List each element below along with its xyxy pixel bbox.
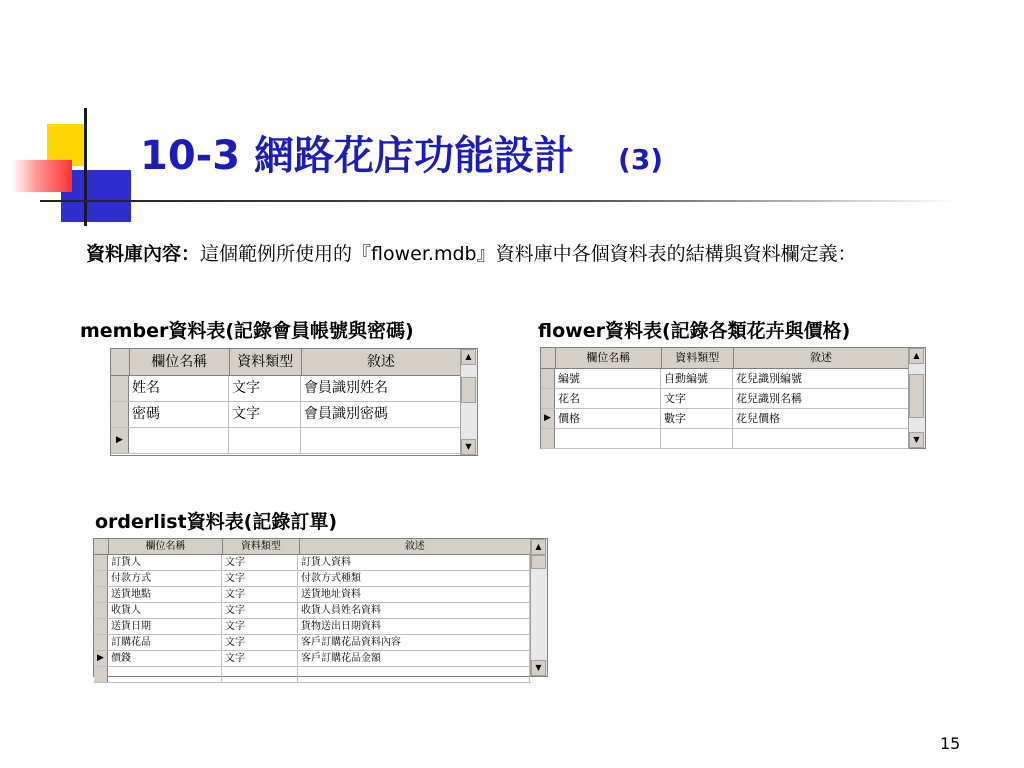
table-cell[interactable]: 會員識別密碼 <box>301 402 461 427</box>
table-cell[interactable]: 收貨人員姓名資料 <box>298 603 530 618</box>
table-cell[interactable] <box>229 428 301 453</box>
row-selector-header <box>94 539 109 554</box>
row-selector[interactable] <box>541 429 555 448</box>
table-row[interactable] <box>94 667 531 683</box>
table-cell[interactable]: 會員識別姓名 <box>301 376 461 401</box>
table-cell[interactable]: 貨物送出日期資料 <box>298 619 530 634</box>
table-cell[interactable]: 訂購花品 <box>108 635 222 650</box>
table-row[interactable] <box>111 428 461 454</box>
table-cell[interactable]: 文字 <box>229 376 301 401</box>
flower-table <box>540 347 926 449</box>
table-cell[interactable] <box>733 429 909 448</box>
vertical-scrollbar[interactable] <box>908 348 925 448</box>
slide-title-main: 10-3 網路花店功能設計 <box>140 133 575 179</box>
table-cell[interactable] <box>129 428 229 453</box>
table-cell[interactable]: 付款方式 <box>108 571 222 586</box>
table-row[interactable] <box>94 651 531 667</box>
column-header[interactable]: 資料類型 <box>662 348 734 368</box>
column-header[interactable]: 欄位名稱 <box>556 348 662 368</box>
row-selector[interactable] <box>111 402 129 427</box>
table-cell[interactable]: 文字 <box>222 619 298 634</box>
flower-table-caption: flower資料表(記錄各類花卉與價格) <box>538 320 851 342</box>
table-row[interactable] <box>94 571 531 587</box>
scrollbar-thumb[interactable] <box>531 555 546 569</box>
row-selector[interactable] <box>94 555 108 570</box>
table-cell[interactable]: 送貨地點 <box>108 587 222 602</box>
table-cell[interactable]: 訂貨人 <box>108 555 222 570</box>
orderlist-table <box>93 538 548 677</box>
row-selector[interactable] <box>111 376 129 401</box>
table-cell[interactable]: 文字 <box>222 603 298 618</box>
row-selector-header <box>111 349 130 375</box>
table-cell[interactable]: 價格 <box>555 409 661 428</box>
table-row[interactable] <box>94 635 531 651</box>
table-cell[interactable]: 編號 <box>555 369 661 388</box>
table-cell[interactable]: 姓名 <box>129 376 229 401</box>
intro-paragraph <box>86 240 966 268</box>
column-header[interactable]: 資料類型 <box>223 539 299 554</box>
title-decoration-red <box>12 160 72 192</box>
column-header[interactable]: 資料類型 <box>230 349 302 375</box>
table-cell[interactable] <box>301 428 461 453</box>
table-cell[interactable] <box>661 429 733 448</box>
scroll-up-icon[interactable]: ▲ <box>909 348 924 364</box>
table-cell[interactable]: 文字 <box>229 402 301 427</box>
row-selector[interactable]: ▶ <box>541 409 555 428</box>
table-row[interactable] <box>111 402 461 428</box>
row-selector[interactable] <box>94 587 108 602</box>
table-row[interactable] <box>94 587 531 603</box>
table-cell[interactable]: 花兒識別編號 <box>733 369 909 388</box>
intro-text: 這個範例所使用的『flower.mdb』資料庫中各個資料表的結構與資料欄定義： <box>200 243 857 265</box>
table-cell[interactable]: 密碼 <box>129 402 229 427</box>
table-cell[interactable]: 數字 <box>661 409 733 428</box>
table-row[interactable] <box>541 389 909 409</box>
table-row[interactable] <box>94 555 531 571</box>
column-header[interactable]: 敘述 <box>734 348 909 368</box>
table-cell[interactable]: 送貨地址資料 <box>298 587 530 602</box>
flower-table-rows <box>541 369 909 449</box>
column-header[interactable]: 欄位名稱 <box>109 539 223 554</box>
table-cell[interactable]: 付款方式種類 <box>298 571 530 586</box>
row-selector[interactable] <box>94 603 108 618</box>
table-cell[interactable]: 收貨人 <box>108 603 222 618</box>
member-table-header <box>111 349 461 376</box>
member-table-rows <box>111 376 461 454</box>
column-header[interactable]: 敘述 <box>300 539 531 554</box>
column-header[interactable]: 欄位名稱 <box>130 349 230 375</box>
table-cell[interactable]: 自動編號 <box>661 369 733 388</box>
table-row[interactable] <box>541 409 909 429</box>
table-cell[interactable]: 訂貨人資料 <box>298 555 530 570</box>
table-cell[interactable]: 文字 <box>222 555 298 570</box>
column-header[interactable]: 敘述 <box>302 349 461 375</box>
row-selector[interactable] <box>541 369 555 388</box>
vertical-scrollbar[interactable] <box>460 349 477 455</box>
title-underline <box>40 200 960 202</box>
scroll-up-icon[interactable]: ▲ <box>461 349 476 365</box>
slide-title-sub: (3) <box>618 143 664 176</box>
scroll-down-icon[interactable]: ▼ <box>531 660 546 676</box>
table-cell[interactable]: 送貨日期 <box>108 619 222 634</box>
slide-title <box>140 132 663 184</box>
row-selector[interactable] <box>94 667 108 682</box>
row-selector[interactable]: ▶ <box>111 428 129 453</box>
orderlist-table-rows <box>94 555 531 683</box>
row-selector-header <box>541 348 556 368</box>
orderlist-table-caption: orderlist資料表(記錄訂單) <box>95 511 338 533</box>
table-cell[interactable]: 價錢 <box>108 651 222 666</box>
scroll-up-icon[interactable]: ▲ <box>531 539 546 555</box>
table-cell[interactable]: 花名 <box>555 389 661 408</box>
orderlist-table-header <box>94 539 531 555</box>
intro-label: 資料庫內容： <box>86 243 201 265</box>
table-cell[interactable] <box>298 667 530 682</box>
page-number: 15 <box>940 734 961 753</box>
table-cell[interactable]: 文字 <box>222 651 298 666</box>
row-selector[interactable] <box>94 619 108 634</box>
scroll-down-icon[interactable]: ▼ <box>909 432 924 448</box>
row-selector[interactable]: ▶ <box>94 651 108 666</box>
table-cell[interactable]: 文字 <box>222 635 298 650</box>
scroll-down-icon[interactable]: ▼ <box>461 439 476 455</box>
flower-table-header <box>541 348 909 369</box>
table-row[interactable] <box>541 369 909 389</box>
table-cell[interactable] <box>222 667 298 682</box>
table-cell[interactable] <box>108 667 222 682</box>
vertical-scrollbar[interactable] <box>530 539 547 676</box>
table-row[interactable] <box>94 619 531 635</box>
table-cell[interactable]: 客戶訂購花品資料內容 <box>298 635 530 650</box>
table-row[interactable] <box>94 603 531 619</box>
scrollbar-thumb[interactable] <box>909 374 924 418</box>
table-cell[interactable]: 文字 <box>222 571 298 586</box>
member-table-caption: member資料表(記錄會員帳號與密碼) <box>80 320 414 342</box>
row-selector[interactable] <box>94 635 108 650</box>
scrollbar-thumb[interactable] <box>461 377 476 403</box>
table-cell[interactable]: 文字 <box>222 587 298 602</box>
table-cell[interactable]: 文字 <box>661 389 733 408</box>
table-cell[interactable]: 花兒識別名稱 <box>733 389 909 408</box>
row-selector[interactable] <box>94 571 108 586</box>
title-decoration-vertical-line <box>84 108 87 226</box>
table-cell[interactable]: 客戶訂購花品金額 <box>298 651 530 666</box>
row-selector[interactable] <box>541 389 555 408</box>
table-row[interactable] <box>111 376 461 402</box>
member-table <box>110 348 478 456</box>
table-row[interactable] <box>541 429 909 449</box>
table-cell[interactable]: 花兒價格 <box>733 409 909 428</box>
table-cell[interactable] <box>555 429 661 448</box>
